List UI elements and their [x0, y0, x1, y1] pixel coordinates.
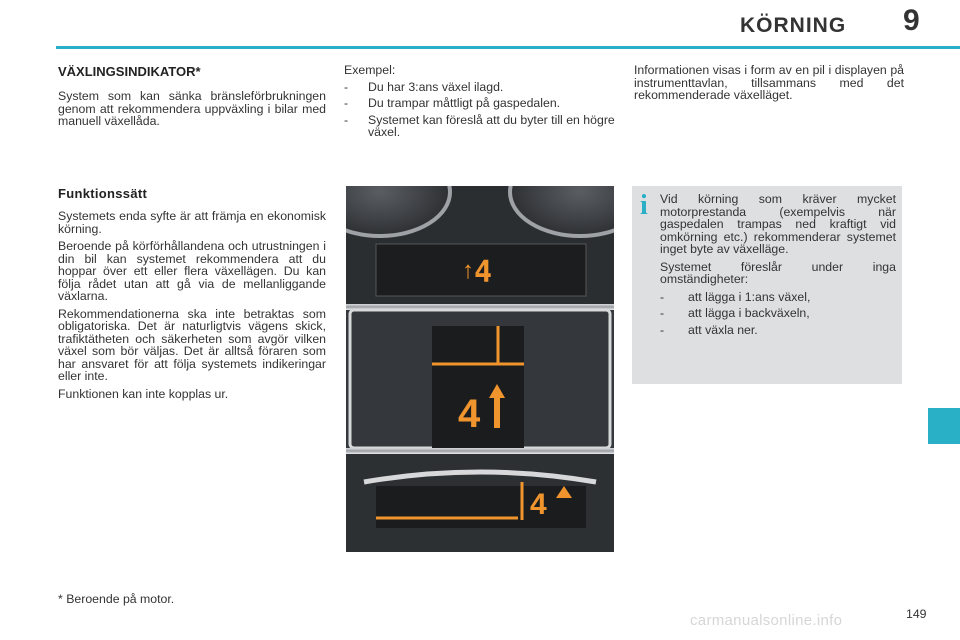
display-panel-2 [346, 310, 614, 448]
function-paragraph: Rekommendationerna ska inte betraktas som obligatoriska. Det är naturligtvis vägens skick, trafiktätheten och säkerheten som avgör vilken växel som bör väljas. Det är alltså föraren som har ansvaret för att följa systemets indikeringar eller inte. [58, 306, 326, 383]
list-item: - att lägga i 1:ans växel, [660, 289, 811, 304]
header-rule [56, 46, 960, 49]
intro-block [58, 90, 326, 133]
watermark: carmanualsonline.info [690, 612, 843, 629]
info-paragraph: Vid körning som kräver mycket motorprestanda (exempelvis när gaspedalen trampas ned kraftigt vid omkörning etc.) rekommenderar systemet inget byte av växelläge. [660, 192, 896, 256]
example-label: Exempel: [344, 63, 396, 77]
info-paragraph: Systemet föreslår under inga omständigheter: [660, 259, 896, 286]
function-title: Funktionssätt [58, 186, 148, 201]
list-item: - Du har 3:ans växel ilagd. [344, 79, 504, 94]
chapter-title: KÖRNING [740, 14, 847, 37]
chapter-tab [928, 408, 960, 444]
gear-indicator-illustration [346, 186, 614, 552]
list-item: - Systemet kan föreslå att du byter till en högre växel. [344, 112, 615, 139]
function-block [58, 210, 326, 405]
function-paragraph: Beroende på körförhållandena och utrustningen i din bil kan systemet rekommendera att du hoppar över ett eller flera växellägen. Du kan följa rådet utan att gå via de mellanliggande växlarna. [58, 239, 326, 303]
gear-digit-1: 4 [474, 255, 493, 290]
info-icon: i [640, 190, 648, 221]
function-paragraph: Funktionen kan inte kopplas ur. [58, 386, 229, 401]
svg-text:↑: ↑ [462, 257, 474, 284]
gear-digit-2: 4 [458, 392, 481, 436]
instrument-display-figure [346, 186, 614, 552]
example-list [344, 81, 616, 139]
footnote: * Beroende på motor. [58, 592, 175, 606]
chapter-number: 9 [903, 4, 920, 37]
page-number: 149 [906, 607, 927, 621]
list-item: - att växla ner. [660, 322, 758, 337]
intro-text: System som kan sänka bränsleförbrukningen genom att rekommendera uppväxling i bilar med manuell växellåda. [58, 89, 326, 128]
function-paragraph: Systemets enda syfte är att främja en ekonomisk körning. [58, 209, 326, 236]
display-panel-1 [346, 186, 614, 304]
info-body [660, 193, 896, 340]
section-title: VÄXLINGSINDIKATOR* [58, 64, 201, 79]
list-item: - Du trampar måttligt på gaspedalen. [344, 96, 561, 110]
display-panel-3 [346, 454, 614, 552]
list-item: - att lägga i backväxeln, [660, 306, 810, 320]
example-block [344, 64, 616, 143]
information-text: Informationen visas i form av en pil i displayen på instrumenttavlan, tillsammans med det rekommenderade växelläget. [634, 63, 904, 102]
information-block [634, 64, 904, 107]
info-box [632, 186, 902, 384]
info-list [660, 291, 896, 337]
gear-digit-3: 4 [530, 488, 547, 521]
